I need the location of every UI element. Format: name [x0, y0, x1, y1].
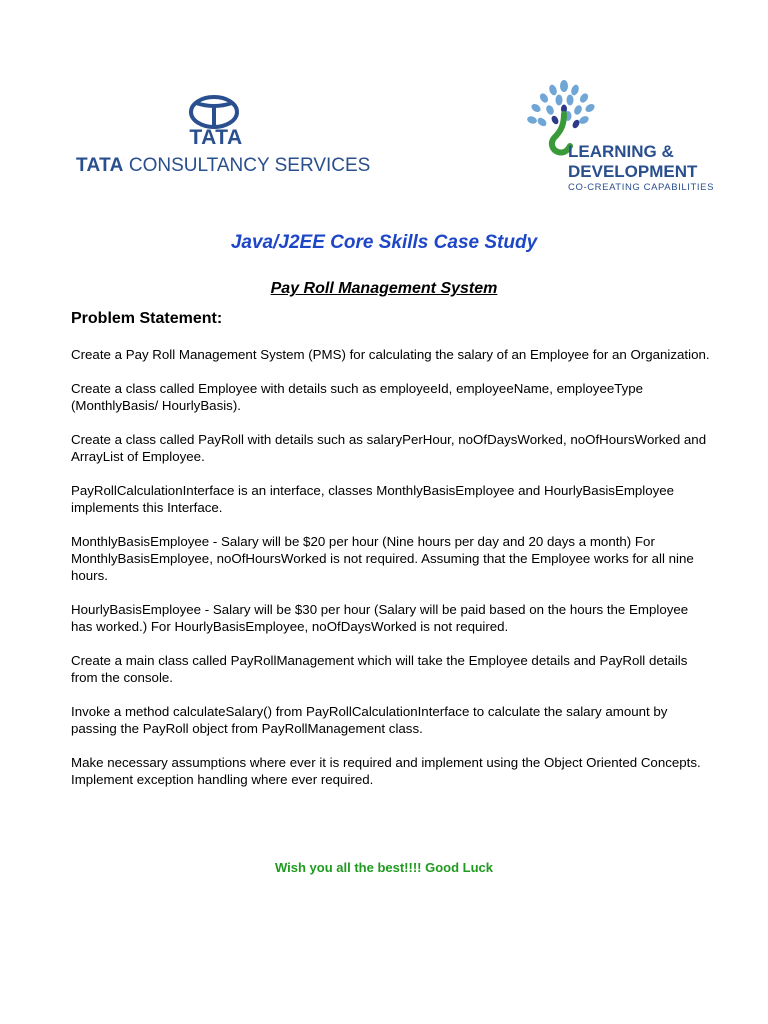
ld-line-1: LEARNING & — [568, 142, 674, 161]
tata-emblem-icon — [188, 94, 240, 130]
paragraph: PayRollCalculationInterface is an interface, classes MonthlyBasisEmployee and HourlyBasisEmployee implements this Interface. — [71, 483, 675, 515]
tcs-tata-text: TATA — [76, 155, 124, 176]
paragraph: HourlyBasisEmployee - Salary will be $30 per hour (Salary will be paid based on the hours the Employee has worked.) For HourlyBasisEmployee, noOfDaysWorked is not required. — [71, 602, 689, 634]
ld-line-2: DEVELOPMENT — [568, 162, 698, 181]
problem-statement-body — [71, 346, 711, 805]
ld-tagline: CO-CREATING CAPABILITIES — [568, 182, 715, 193]
paragraph: Create a class called PayRoll with details such as salaryPerHour, noOfDaysWorked, noOfHoursWorked and ArrayList of Employee. — [71, 432, 707, 464]
tata-wordmark: TATA — [189, 126, 243, 149]
paragraph: Create a class called Employee with details such as employeeId, employeeName, employeeType (MonthlyBasis/ HourlyBasis). — [71, 381, 644, 413]
paragraph: MonthlyBasisEmployee - Salary will be $20 per hour (Nine hours per day and 20 days a month) For MonthlyBasisEmployee, noOfHoursWorked is not required. Assuming that the Employee works for all nine hours. — [71, 534, 694, 583]
problem-statement-heading: Problem Statement: — [71, 310, 223, 327]
paragraph: Create a Pay Roll Management System (PMS) for calculating the salary of an Employee for an Organization. — [71, 347, 710, 362]
paragraph: Make necessary assumptions where ever it is required and implement using the Object Oriented Concepts. Implement exception handling where ever required. — [71, 755, 701, 787]
document-subtitle: Pay Roll Management System — [270, 280, 498, 297]
tcs-consultancy-text: CONSULTANCY SERVICES — [128, 155, 371, 176]
document-title: Java/J2EE Core Skills Case Study — [230, 232, 538, 253]
ld-wordmark — [568, 142, 697, 182]
tata-consultancy-logo — [76, 94, 371, 180]
learning-development-logo — [524, 80, 715, 198]
paragraph: Create a main class called PayRollManagement which will take the Employee details and PayRoll details from the console. — [71, 653, 688, 685]
tcs-wordmark — [76, 155, 370, 177]
paragraph: Invoke a method calculateSalary() from PayRollCalculationInterface to calculate the salary amount by passing the PayRoll object from PayRollManagement class. — [71, 704, 668, 736]
closing-message: Wish you all the best!!!! Good Luck — [275, 860, 493, 875]
